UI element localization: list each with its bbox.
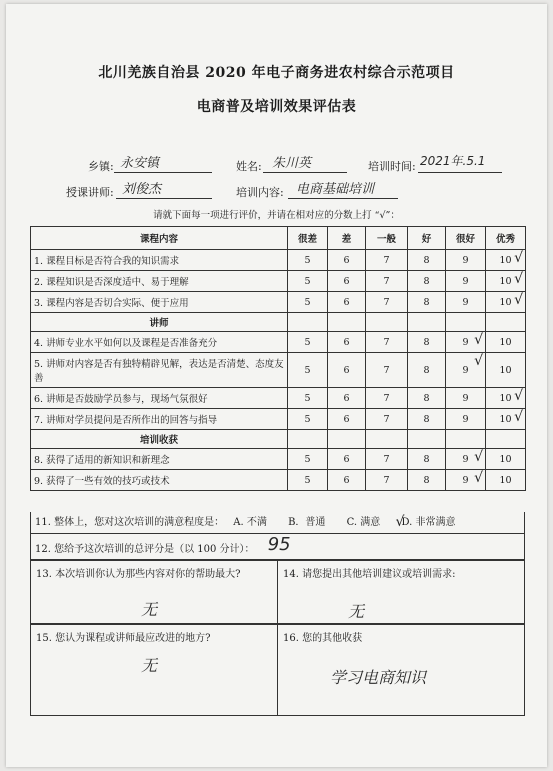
score-label: 5 xyxy=(304,364,311,376)
score-cell[interactable] xyxy=(408,388,446,409)
score-cell[interactable] xyxy=(408,449,446,470)
score-cell[interactable] xyxy=(446,353,486,388)
score-cell[interactable] xyxy=(328,470,366,491)
header-good: 好 xyxy=(408,227,446,250)
q13-box xyxy=(30,560,278,624)
score-label: 7 xyxy=(383,474,390,486)
table-row xyxy=(31,353,526,388)
section-empty-cell xyxy=(288,430,328,449)
score-cell[interactable] xyxy=(328,250,366,271)
score-cell[interactable] xyxy=(288,353,328,388)
score-label: 10 xyxy=(499,254,512,266)
score-cell[interactable] xyxy=(408,470,446,491)
score-label: 5 xyxy=(304,413,311,425)
table-row xyxy=(31,388,526,409)
name-label: 姓名: xyxy=(236,160,262,173)
score-label: 10 xyxy=(499,392,512,404)
score-cell[interactable] xyxy=(328,409,366,430)
score-label: 7 xyxy=(383,275,390,287)
table-row xyxy=(31,332,526,353)
score-cell[interactable] xyxy=(486,271,526,292)
score-cell[interactable] xyxy=(446,250,486,271)
score-label: 9 xyxy=(462,453,469,465)
item-text: 1. 课程目标是否符合我的知识需求 xyxy=(31,250,288,271)
table-header-row xyxy=(31,227,526,250)
score-label: 9 xyxy=(462,336,469,348)
score-label: 7 xyxy=(383,254,390,266)
score-label: 7 xyxy=(383,392,390,404)
section-row xyxy=(31,430,526,449)
township-value: 永安镇 xyxy=(120,156,160,171)
score-label: 8 xyxy=(423,254,430,266)
score-cell[interactable] xyxy=(328,332,366,353)
score-cell[interactable] xyxy=(366,353,408,388)
score-label: 7 xyxy=(383,336,390,348)
score-cell[interactable] xyxy=(408,292,446,313)
score-label: 10 xyxy=(499,413,512,425)
score-label: 6 xyxy=(343,474,350,486)
score-check-mark: √ xyxy=(474,353,483,369)
score-check-mark: √ xyxy=(474,332,483,348)
score-cell[interactable] xyxy=(366,470,408,491)
score-cell[interactable] xyxy=(446,409,486,430)
item-text: 4. 讲师专业水平如何以及课程是否准备充分 xyxy=(31,332,288,353)
q16-box xyxy=(277,624,525,716)
table-row xyxy=(31,409,526,430)
score-label: 5 xyxy=(304,336,311,348)
score-cell[interactable] xyxy=(486,332,526,353)
score-cell[interactable] xyxy=(288,388,328,409)
q11-option-d[interactable] xyxy=(395,514,456,530)
score-label: 5 xyxy=(304,275,311,287)
score-cell[interactable] xyxy=(486,292,526,313)
score-label: 9 xyxy=(462,254,469,266)
name-underline xyxy=(263,172,347,173)
score-label: 8 xyxy=(423,364,430,376)
score-cell[interactable] xyxy=(288,409,328,430)
score-label: 6 xyxy=(343,336,350,348)
q14-text: 14. 请您提出其他培训建议或培训需求: xyxy=(283,569,456,580)
item-text: 6. 讲师是否鼓励学员参与，现场气氛很好 xyxy=(31,388,288,409)
section-empty-cell xyxy=(366,430,408,449)
score-check-mark: √ xyxy=(514,388,523,404)
q11-check-mark: √ xyxy=(395,514,405,530)
q15-box xyxy=(30,624,278,716)
score-check-mark: √ xyxy=(514,271,523,287)
score-cell[interactable] xyxy=(328,292,366,313)
score-label: 6 xyxy=(343,364,350,376)
title-line-2: 电商普及培训效果评估表 xyxy=(196,99,357,115)
section-empty-cell xyxy=(486,313,526,332)
score-label: 7 xyxy=(383,413,390,425)
score-cell[interactable] xyxy=(366,332,408,353)
score-label: 9 xyxy=(462,296,469,308)
instruction-text: 请就下面每一项进行评价，并请在相对应的分数上打 “√”： xyxy=(153,210,400,221)
section-empty-cell xyxy=(446,430,486,449)
score-cell[interactable] xyxy=(446,449,486,470)
score-label: 9 xyxy=(462,275,469,287)
score-label: 5 xyxy=(304,392,311,404)
township-label: 乡镇: xyxy=(88,160,114,173)
score-label: 7 xyxy=(383,364,390,376)
instructor-underline xyxy=(116,198,212,199)
header-excellent: 优秀 xyxy=(486,227,526,250)
score-label: 5 xyxy=(304,474,311,486)
q12-answer[interactable]: 95 xyxy=(267,534,291,555)
q15-answer[interactable]: 无 xyxy=(141,656,158,675)
score-cell[interactable] xyxy=(366,388,408,409)
score-label: 9 xyxy=(462,474,469,486)
q11-option-b[interactable]: B．普通 xyxy=(288,517,326,528)
section-row xyxy=(31,313,526,332)
content-label: 培训内容: xyxy=(236,186,284,199)
score-cell[interactable] xyxy=(408,409,446,430)
score-check-mark: √ xyxy=(474,470,483,486)
instructor-value: 刘俊杰 xyxy=(122,182,162,197)
score-cell[interactable] xyxy=(366,271,408,292)
score-label: 6 xyxy=(343,413,350,425)
score-cell[interactable] xyxy=(288,332,328,353)
score-label: 9 xyxy=(462,392,469,404)
score-cell[interactable] xyxy=(366,449,408,470)
score-label: 8 xyxy=(423,474,430,486)
township-underline xyxy=(114,172,212,173)
score-cell[interactable] xyxy=(446,388,486,409)
section-empty-cell xyxy=(408,313,446,332)
score-cell[interactable] xyxy=(408,332,446,353)
score-cell[interactable] xyxy=(446,292,486,313)
section-title: 培训收获 xyxy=(31,430,288,449)
score-cell[interactable] xyxy=(288,449,328,470)
score-label: 8 xyxy=(423,392,430,404)
q11-option-c[interactable]: C. 满意 xyxy=(346,517,381,528)
score-label: 5 xyxy=(304,254,311,266)
score-cell[interactable] xyxy=(288,271,328,292)
score-label: 8 xyxy=(423,413,430,425)
score-cell[interactable] xyxy=(288,250,328,271)
section-empty-cell xyxy=(328,313,366,332)
instructor-label: 授课讲师: xyxy=(66,186,114,199)
score-label: 10 xyxy=(499,275,512,287)
score-cell[interactable] xyxy=(486,353,526,388)
score-cell[interactable] xyxy=(366,250,408,271)
score-label: 5 xyxy=(304,296,311,308)
q16-text: 16. 您的其他收获 xyxy=(283,633,363,644)
title-line-1: 北川羌族自治县 2020 年电子商务进农村综合示范项目 xyxy=(98,65,455,81)
score-cell[interactable] xyxy=(486,449,526,470)
q12-text: 12. 您给予这次培训的总评分是（以 100 分计）： xyxy=(35,544,255,555)
date-underline xyxy=(418,172,502,173)
score-cell[interactable] xyxy=(446,271,486,292)
header-very-good: 很好 xyxy=(446,227,486,250)
q12-row xyxy=(30,534,525,560)
score-label: 10 xyxy=(499,474,512,486)
score-cell[interactable] xyxy=(288,470,328,491)
score-cell[interactable] xyxy=(486,388,526,409)
score-label: 7 xyxy=(383,296,390,308)
table-row xyxy=(31,250,526,271)
score-label: 6 xyxy=(343,296,350,308)
score-cell[interactable] xyxy=(366,292,408,313)
q11-option-a[interactable]: A. 不满 xyxy=(233,517,267,528)
score-check-mark: √ xyxy=(514,250,523,266)
score-cell[interactable] xyxy=(446,332,486,353)
score-cell[interactable] xyxy=(408,353,446,388)
score-check-mark: √ xyxy=(474,449,483,465)
item-text: 5. 讲师对内容是否有独特精辟见解，表达是否清楚、态度友善 xyxy=(31,353,288,388)
score-check-mark: √ xyxy=(514,292,523,308)
score-label: 8 xyxy=(423,296,430,308)
score-cell[interactable] xyxy=(328,271,366,292)
table-row xyxy=(31,470,526,491)
section-empty-cell xyxy=(288,313,328,332)
score-check-mark: √ xyxy=(514,409,523,425)
content-underline xyxy=(288,198,398,199)
q15-text: 15. 您认为课程或讲师最应改进的地方? xyxy=(36,633,211,644)
item-text: 2. 课程知识是否深度适中、易于理解 xyxy=(31,271,288,292)
score-label: 6 xyxy=(343,392,350,404)
q11-row xyxy=(30,512,525,534)
score-cell[interactable] xyxy=(328,449,366,470)
score-label: 8 xyxy=(423,275,430,287)
q11-option-d-label: D. 非常满意 xyxy=(401,517,456,528)
content-value: 电商基础培训 xyxy=(296,182,375,197)
score-cell[interactable] xyxy=(486,409,526,430)
q13-text: 13. 本次培训你认为那些内容对你的帮助最大? xyxy=(36,569,241,580)
item-text: 7. 讲师对学员提问是否所作出的回答与指导 xyxy=(31,409,288,430)
name-value: 朱川英 xyxy=(272,156,312,171)
q13-answer[interactable]: 无 xyxy=(141,600,158,619)
header-course-content: 课程内容 xyxy=(31,227,288,250)
section-empty-cell xyxy=(328,430,366,449)
header-poor: 差 xyxy=(328,227,366,250)
score-cell[interactable] xyxy=(446,470,486,491)
score-label: 6 xyxy=(343,275,350,287)
header-very-poor: 很差 xyxy=(288,227,328,250)
item-text: 9. 获得了一些有效的技巧或技术 xyxy=(31,470,288,491)
table-body xyxy=(31,250,526,491)
q14-box xyxy=(277,560,525,624)
score-label: 8 xyxy=(423,336,430,348)
table-row xyxy=(31,449,526,470)
evaluation-table xyxy=(30,226,526,491)
item-text: 3. 课程内容是否切合实际、便于应用 xyxy=(31,292,288,313)
table-row xyxy=(31,271,526,292)
score-label: 6 xyxy=(343,453,350,465)
date-value: 2021年.5.1 xyxy=(420,154,486,168)
section-empty-cell xyxy=(486,430,526,449)
score-label: 5 xyxy=(304,453,311,465)
date-label: 培训时间: xyxy=(368,160,416,173)
section-empty-cell xyxy=(408,430,446,449)
score-cell[interactable] xyxy=(288,292,328,313)
score-label: 10 xyxy=(499,336,512,348)
header-average: 一般 xyxy=(366,227,408,250)
score-cell[interactable] xyxy=(408,250,446,271)
q16-answer[interactable]: 学习电商知识 xyxy=(330,668,427,687)
score-label: 10 xyxy=(499,296,512,308)
score-cell[interactable] xyxy=(486,250,526,271)
score-label: 6 xyxy=(343,254,350,266)
section-empty-cell xyxy=(446,313,486,332)
score-cell[interactable] xyxy=(486,470,526,491)
score-label: 9 xyxy=(462,413,469,425)
score-label: 10 xyxy=(499,453,512,465)
section-title: 讲师 xyxy=(31,313,288,332)
score-label: 9 xyxy=(462,364,469,376)
q14-answer[interactable]: 无 xyxy=(348,602,365,621)
score-cell[interactable] xyxy=(328,353,366,388)
q11-text: 11. 整体上，您对这次培训的满意程度是： xyxy=(35,517,225,528)
item-text: 8. 获得了适用的新知识和新理念 xyxy=(31,449,288,470)
score-cell[interactable] xyxy=(408,271,446,292)
table-row xyxy=(31,292,526,313)
score-label: 7 xyxy=(383,453,390,465)
section-empty-cell xyxy=(366,313,408,332)
score-cell[interactable] xyxy=(366,409,408,430)
score-cell[interactable] xyxy=(328,388,366,409)
score-label: 8 xyxy=(423,453,430,465)
score-label: 10 xyxy=(499,364,512,376)
